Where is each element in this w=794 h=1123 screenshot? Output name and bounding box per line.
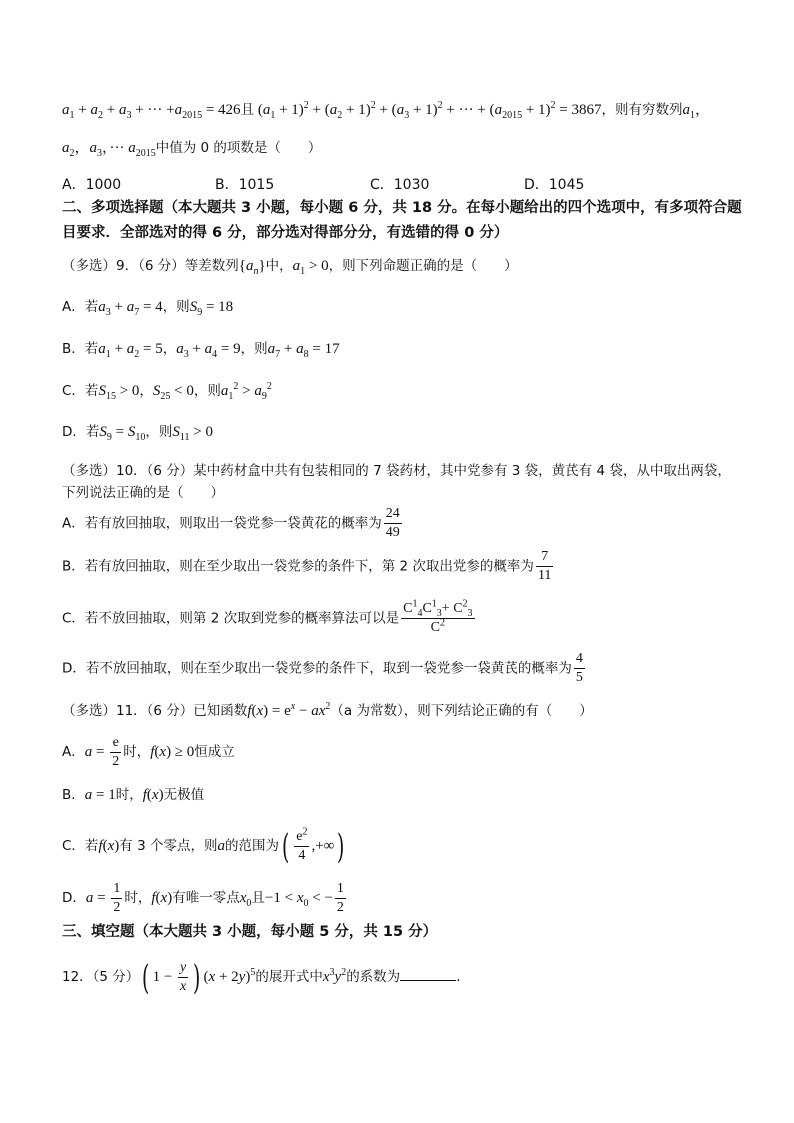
q10-c-formula: $\frac{C^1_4C^1_3+ C^2_3}{C^2}$: [403, 598, 473, 635]
q9-option-c[interactable]: C．若$S_{15} > 0$，$S_{25} < 0$，则$a_1^2 > a_9^2$: [62, 381, 272, 402]
q9-option-b[interactable]: B．若$a_1 + a_2 = 5$，$a_3 + a_4 = 9$，则$a_7 + a_8 = 17$: [62, 341, 340, 360]
q11-c-mid: 有 3 个零点，则: [119, 838, 218, 854]
q9-a-then: ，则: [162, 299, 190, 315]
q11-d-and: 且: [251, 890, 265, 906]
q9-option-d[interactable]: D．若$S_9 = S_{10}$，则$S_{11} > 0$: [62, 424, 213, 443]
q9-b-then: ，则: [240, 341, 268, 357]
q10-c-text: C．若不放回抽取，则第 2 次取到党参的概率算法可以是: [62, 610, 400, 627]
q9-suffix: ，则下列命题正确的是（ ）: [328, 258, 518, 274]
q10-option-c[interactable]: [62, 600, 477, 637]
q11-stem: （多选）11．（6 分）已知函数$f(x) = e^x - ax^2(a$ 为常数），则下列结论正确的有（ ）: [62, 701, 593, 719]
q8-option-b[interactable]: B．1015: [215, 177, 275, 193]
q11-option-b[interactable]: B．a = 1时，f(x)无极值: [62, 787, 205, 803]
q12-prefix: 12．（5 分）: [62, 969, 140, 985]
section-3-heading: 三、填空题（本大题共 3 小题，每小题 5 分，共 15 分）: [62, 924, 438, 940]
q9-b-label: B．若: [62, 341, 99, 357]
q9-c-label: C．若: [62, 383, 99, 399]
q10-a-numerator: 24: [384, 505, 402, 524]
q11-option-d[interactable]: D．a = $\frac{1}{2}$ 时，f(x)有唯一零点$x_0$且$-1 < x_0$ < − $\frac{1}{2}$: [62, 881, 344, 916]
q10-d-numerator: 4: [574, 650, 585, 669]
q8-question-line: $a_2$，$a_3$，··· $a_{2015}$中值为 0 的项数是（ ）: [62, 140, 322, 159]
q10-d-text: D．若不放回抽取，则在至少取出一袋党参的条件下，取到一袋党参一袋黄芪的概率为: [62, 660, 572, 677]
q10-stem-1: （多选）10．（6 分）某中药材盒中共有包装相同的 7 袋药材，其中党参有 3 袋，黄芪有 4 袋，从中取出两袋，: [62, 463, 731, 479]
q11-a-tail: 时，: [123, 744, 151, 760]
q9-prefix: （多选）9．（6 分）等差数列: [62, 258, 239, 274]
q11-c-mid2: 的范围为: [224, 838, 279, 854]
q11-d-mid: 有唯一零点: [172, 890, 240, 906]
q11-b-end: 无极值: [163, 787, 205, 803]
q9-option-a[interactable]: A．若$a_3 + a_7 = 4$，则$S_9 = 18$: [62, 299, 234, 318]
q10-option-b[interactable]: [62, 548, 555, 585]
q11-a-end: 恒成立: [194, 744, 235, 760]
q10-b-numerator: 7: [536, 548, 553, 567]
q11-d-tail: 时，: [124, 890, 152, 906]
q8-option-d[interactable]: D．1045: [524, 177, 585, 193]
q11-b-tail: 时，: [115, 787, 143, 803]
q12-suffix: 的系数为: [346, 969, 401, 985]
q8-option-c[interactable]: C．1030: [370, 177, 430, 193]
q12-end: ．: [456, 969, 470, 985]
q10-b-denominator: 11: [537, 568, 552, 583]
q11-option-a[interactable]: A．a = $\frac{e}{2}$ 时，f(x) ≥ 0恒成立: [62, 735, 235, 770]
q11-suffix: （a 为常数），则下列结论正确的有（ ）: [330, 703, 593, 719]
q8-question-text: 中值为 0 的项数是（ ）: [155, 140, 322, 156]
q11-c-pre: C．若: [62, 838, 99, 854]
q9-c-then: ，则: [193, 383, 221, 399]
q9-mid: 中，: [265, 258, 293, 274]
q12-stem: 12．（5 分）( 1 − $\frac{y}{x}$ ) $(x + 2y)^5$的展开式中$x^3y^2$的系数为 ．: [62, 957, 470, 998]
q10-stem-2: 下列说法正确的是（ ）: [62, 485, 224, 501]
q8-option-a[interactable]: A．1000: [62, 177, 122, 193]
q8-conclusion: ，则有穷数列: [601, 102, 683, 118]
q10-option-d[interactable]: [62, 650, 587, 687]
section-2-heading: 二、多项选择题（本大题共 3 小题，每小题 6 分，共 18 分。在每小题给出的四个选项中，有多项符合题目要求．全部选对的得 6 分，部分选对得部分分，有选错的得 0 分）: [62, 200, 742, 241]
q9-stem: （多选）9．（6 分）等差数列$\{a_n\}$中，$a_1 > 0$，则下列命题正确的是（ ）: [62, 258, 518, 277]
q9-a-label: A．若: [62, 299, 99, 315]
q10-a-text: A．若有放回抽取，则取出一袋党参一袋黄花的概率为: [62, 515, 382, 532]
q10-d-denominator: 5: [575, 670, 583, 685]
q9-d-then: ，则: [145, 424, 173, 440]
q12-answer-blank[interactable]: [400, 979, 456, 981]
q10-option-a[interactable]: [62, 505, 404, 542]
q8-equation-line: $a_1 + a_2 + a_3$ + ··· $+a_{2015} = 426$且 $(a_1 + 1)^2 + (a_2 + 1)^2 + (a_3 + 1)^2$ + ··· + $(a_{2015} + 1)^2 = 3867$，则有穷数列$a_1$，: [62, 100, 711, 121]
q9-d-label: D．若: [62, 424, 100, 440]
q12-mid: 的展开式中: [255, 969, 323, 985]
q10-a-denominator: 49: [385, 525, 400, 540]
q11-option-c[interactable]: C．若f(x)有 3 个零点，则a的范围为( $\frac{e^2}{4}$ ,+∞): [62, 826, 345, 867]
q11-prefix: （多选）11．（6 分）已知函数: [62, 703, 248, 719]
q10-b-text: B．若有放回抽取，则在至少取出一袋党参的条件下，第 2 次取出党参的概率为: [62, 558, 534, 575]
